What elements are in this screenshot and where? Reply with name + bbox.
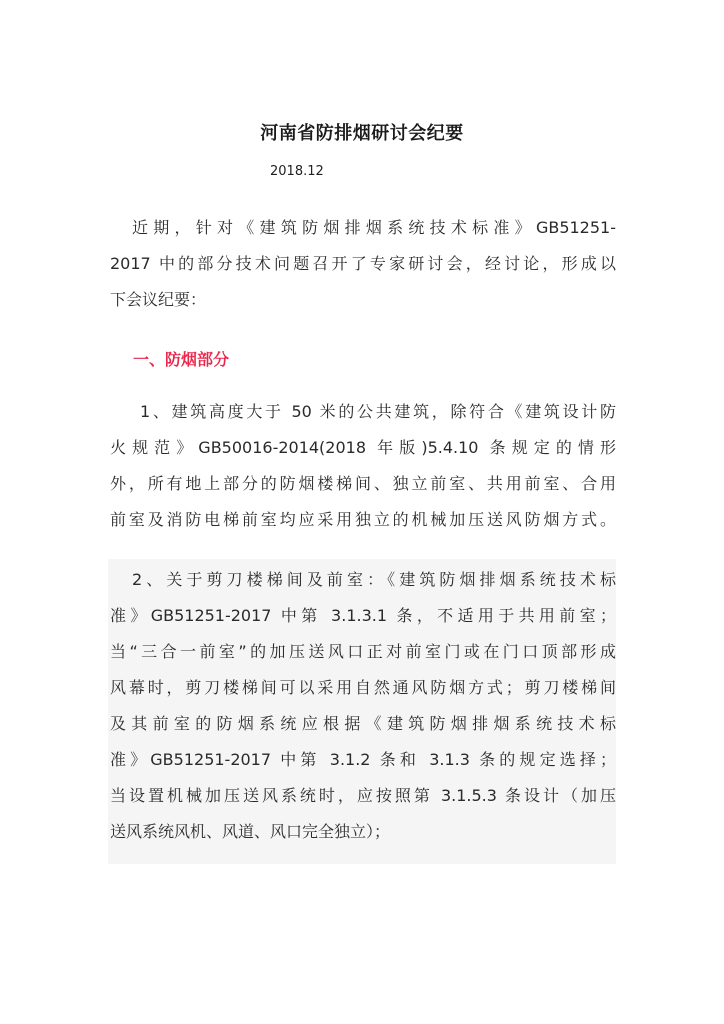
item-2-paragraph (110, 562, 616, 850)
item-1-line: 前室及消防电梯前室均应采用独立的机械加压送风防烟方式。 (110, 510, 616, 529)
item-1-line: 火规范》GB50016-2014(2018 年版)5.4.10 条规定的情形 (110, 438, 616, 457)
intro-paragraph (110, 210, 616, 318)
intro-line: 2017 中的部分技术问题召开了专家研讨会，经讨论，形成以 (110, 254, 616, 273)
item-2-line: 当“三合一前室”的加压送风口正对前室门或在门口顶部形成 (110, 642, 616, 661)
intro-line: 下会议纪要： (110, 290, 207, 309)
item-2-line: 及其前室的防烟系统应根据《建筑防烟排烟系统技术标 (110, 714, 616, 733)
item-2-line: 当设置机械加压送风系统时，应按照第 3.1.5.3 条设计（加压 (110, 786, 616, 805)
item-2-line: 准》GB51251-2017 中第 3.1.2 条和 3.1.3 条的规定选择； (110, 750, 616, 769)
item-1-line: 1、建筑高度大于 50 米的公共建筑，除符合《建筑设计防 (140, 402, 616, 421)
item-2-line: 准》GB51251-2017 中第 3.1.3.1 条，不适用于共用前室； (110, 606, 616, 625)
document-date: 2018.12 (270, 164, 324, 179)
item-1-line: 外，所有地上部分的防烟楼梯间、独立前室、共用前室、合用 (110, 474, 616, 493)
item-2-line: 2、关于剪刀楼梯间及前室：《建筑防烟排烟系统技术标 (132, 570, 616, 589)
intro-line: 近期，针对《建筑防烟排烟系统技术标准》GB51251- (132, 218, 616, 237)
section-heading: 一、防烟部分 (133, 350, 230, 369)
document-title: 河南省防排烟研讨会纪要 (260, 123, 464, 144)
item-1-paragraph (110, 394, 616, 538)
item-2-line: 风幕时，剪刀楼梯间可以采用自然通风防烟方式；剪刀楼梯间 (110, 678, 616, 697)
item-2-line: 送风系统风机、风道、风口完全独立）； (110, 822, 391, 841)
